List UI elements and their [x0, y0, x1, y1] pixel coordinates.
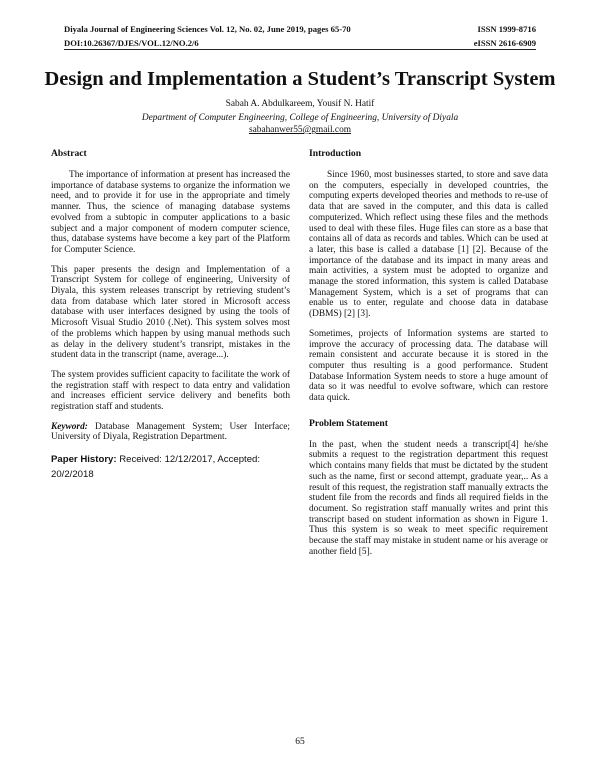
abstract-heading: Abstract [51, 148, 87, 159]
keywords [51, 422, 290, 443]
paper-title: Design and Implementation a Student’s Transcript System [44, 68, 556, 90]
right-column [309, 148, 548, 567]
affiliation: Department of Computer Engineering, College of Engineering, University of Diyala [141, 113, 459, 123]
abstract-paragraph-3: The system provides sufficient capacity to facilitate the work of the registration staff with respect to data entry and validation and increases efficient service delivery and benefits both registration staff and students. [51, 369, 290, 413]
paper-history [51, 452, 290, 482]
problem-statement-heading: Problem Statement [309, 417, 388, 429]
authors: Sabah A. Abdulkareem, Yousif N. Hatif [225, 99, 375, 109]
email-line [40, 125, 560, 135]
introduction-paragraph-1: Since 1960, most businesses started, to store and save data on the computers, especially in developed countries, the computing experts developed theories and methods to re-use of data that are saved in the computer, and this data is called computerized. Which reflect using these files and the methods used to deal with these files. Huge files can store as a base that contains all of data as records and tables. Which can be used at a later, this base is called a database [1] [2]. Because of the importance of the database and its impact in many areas and main activities, a system must be adopted to organize and manage the stored information, this system is called Database Management System, which is a set of programs that can enable us to enter, regulate and choose data in database (DBMS) [2] [3]. [309, 170, 548, 320]
left-column [51, 148, 290, 482]
header-rule [64, 49, 536, 50]
journal-citation: Diyala Journal of Engineering Sciences Vol. 12, No. 02, June 2019, pages 65-70 [64, 24, 351, 34]
abstract-paragraph-1: The importance of information at present has increased the importance of database systems to organize the information we need, and to provide it for use in the appropriate and timely manner. Thus, the science of managing database systems evolved from a subtopic in computer applications to a basic subject and a major component of modern computer science, thus, database systems have become a key part of the Platform for Computer Science. [51, 170, 290, 255]
problem-statement-paragraph: In the past, when the student needs a transcript[4] he/she submits a request to the registration department this request which contains many fields that must be dictated by the student such as the name, first or second attempt, graduate year,.. As a result of this request, the registration staff manually extracts the student file from the records and finds all required fields in the document. So registration staff manually writes and print this transcript based on student information as shown in Figure 1. Thus this system is so weak to meet specific requirement because the staff may mistake in student name or his average or another field [5]. [309, 439, 548, 557]
keyword-list: Database Management System; User Interface; University of Diyala, Registration Department. [51, 421, 290, 443]
doi: DOI:10.26367/DJES/VOL.12/NO.2/6 [64, 38, 199, 48]
introduction-heading: Introduction [309, 148, 362, 159]
eissn: eISSN 2616-6909 [473, 38, 536, 48]
history-dates: Received: 12/12/2017, Accepted: 20/2/2018 [51, 454, 261, 481]
introduction-paragraph-2: Sometimes, projects of Information systems are started to improve the accuracy of processing data. The database will remain consistent and accurate because it is stored in the computer thus resulting is a good performance. Student Database Information System needs to store a huge amount of data so it was needful to evolve software, which can restore data quick. [309, 328, 548, 404]
page-number: 65 [295, 737, 305, 747]
keyword-label: Keyword: [51, 421, 88, 432]
history-label: Paper History: [51, 454, 117, 466]
abstract-paragraph-2: This paper presents the design and Implementation of a Transcript System for college of engineering, University of Diyala, this system releases transcript by retrieving student’s data from database which later stored in Microsoft access database with user interfaces designed by using the tools of Microsoft Visual Studio 2010 (.Net). This system solves most of the problems which happen by using manual methods such as delay in the delivery student’s transript, mistakes in the student data in the transcript (name, average...). [51, 264, 290, 361]
author-email-link[interactable]: sabahanwer55@gmail.com [248, 125, 352, 135]
issn: ISSN 1999-8716 [477, 24, 536, 34]
